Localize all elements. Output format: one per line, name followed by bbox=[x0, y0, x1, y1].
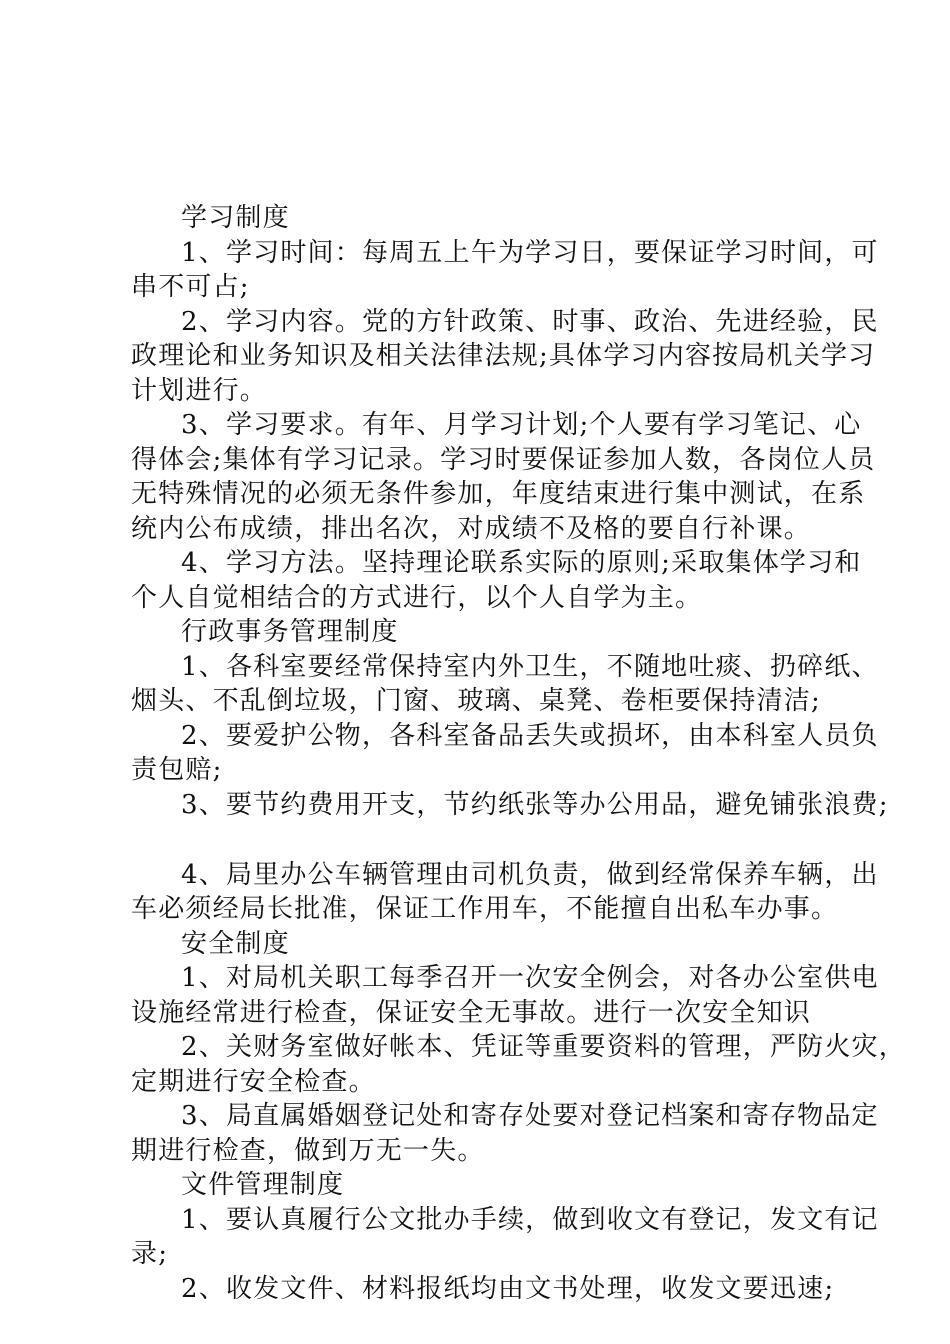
paragraph-line: 串不可占; bbox=[131, 272, 250, 302]
paragraph-line: 4、局里办公车辆管理由司机负责，做到经常保养车辆，出 bbox=[181, 860, 879, 890]
paragraph-line: 2、要爱护公物，各科室备品丢失或损坏，由本科室人员负 bbox=[181, 721, 879, 751]
paragraph-line: 3、要节约费用开支，节约纸张等办公用品，避免铺张浪费; bbox=[181, 790, 889, 820]
heading-file-rules: 文件管理制度 bbox=[181, 1170, 345, 1200]
paragraph-line: 4、学习方法。坚持理论联系实际的原则;采取集体学习和 bbox=[181, 548, 862, 578]
paragraph-line: 1、各科室要经常保持室内外卫生，不随地吐痰、扔碎纸、 bbox=[181, 652, 879, 682]
paragraph-line: 录; bbox=[131, 1239, 169, 1269]
paragraph-line: 期进行检查，做到万无一失。 bbox=[131, 1136, 485, 1166]
paragraph-line: 1、对局机关职工每季召开一次安全例会，对各办公室供电 bbox=[181, 963, 879, 993]
paragraph-line: 2、关财务室做好帐本、凭证等重要资料的管理，严防火灾， bbox=[181, 1032, 906, 1062]
paragraph-line: 计划进行。 bbox=[131, 376, 268, 406]
paragraph-line: 烟头、不乱倒垃圾，门窗、玻璃、桌凳、卷柜要保持清洁; bbox=[131, 686, 821, 716]
paragraph-line: 责包赔; bbox=[131, 755, 223, 785]
paragraph-line: 统内公布成绩，排出名次，对成绩不及格的要自行补课。 bbox=[131, 514, 812, 544]
paragraph-line: 1、学习时间：每周五上午为学习日，要保证学习时间，可 bbox=[181, 238, 879, 268]
paragraph-line: 3、学习要求。有年、月学习计划;个人要有学习笔记、心 bbox=[181, 410, 862, 440]
heading-admin-rules: 行政事务管理制度 bbox=[181, 617, 399, 647]
heading-study-rules: 学习制度 bbox=[181, 203, 290, 233]
paragraph-line: 2、收发文件、材料报纸均由文书处理，收发文要迅速; bbox=[181, 1274, 835, 1304]
paragraph-line: 政理论和业务知识及相关法律法规;具体学习内容按局机关学习 bbox=[131, 341, 876, 371]
paragraph-line: 车必须经局长批准，保证工作用车，不能擅自出私车办事。 bbox=[131, 894, 839, 924]
paragraph-line: 设施经常进行检查，保证安全无事故。进行一次安全知识 bbox=[131, 998, 812, 1028]
paragraph-line: 3、局直属婚姻登记处和寄存处要对登记档案和寄存物品定 bbox=[181, 1101, 879, 1131]
paragraph-line: 个人自觉相结合的方式进行，以个人自学为主。 bbox=[131, 583, 703, 613]
paragraph-line: 2、学习内容。党的方针政策、时事、政治、先进经验，民 bbox=[181, 307, 879, 337]
paragraph-line: 得体会;集体有学习记录。学习时要保证参加人数，各岗位人员 bbox=[131, 445, 876, 475]
heading-safety-rules: 安全制度 bbox=[181, 929, 290, 959]
paragraph-line: 无特殊情况的必须无条件参加，年度结束进行集中测试，在系 bbox=[131, 479, 866, 509]
paragraph-line: 定期进行安全检查。 bbox=[131, 1067, 376, 1097]
paragraph-line: 1、要认真履行公文批办手续，做到收文有登记，发文有记 bbox=[181, 1205, 879, 1235]
